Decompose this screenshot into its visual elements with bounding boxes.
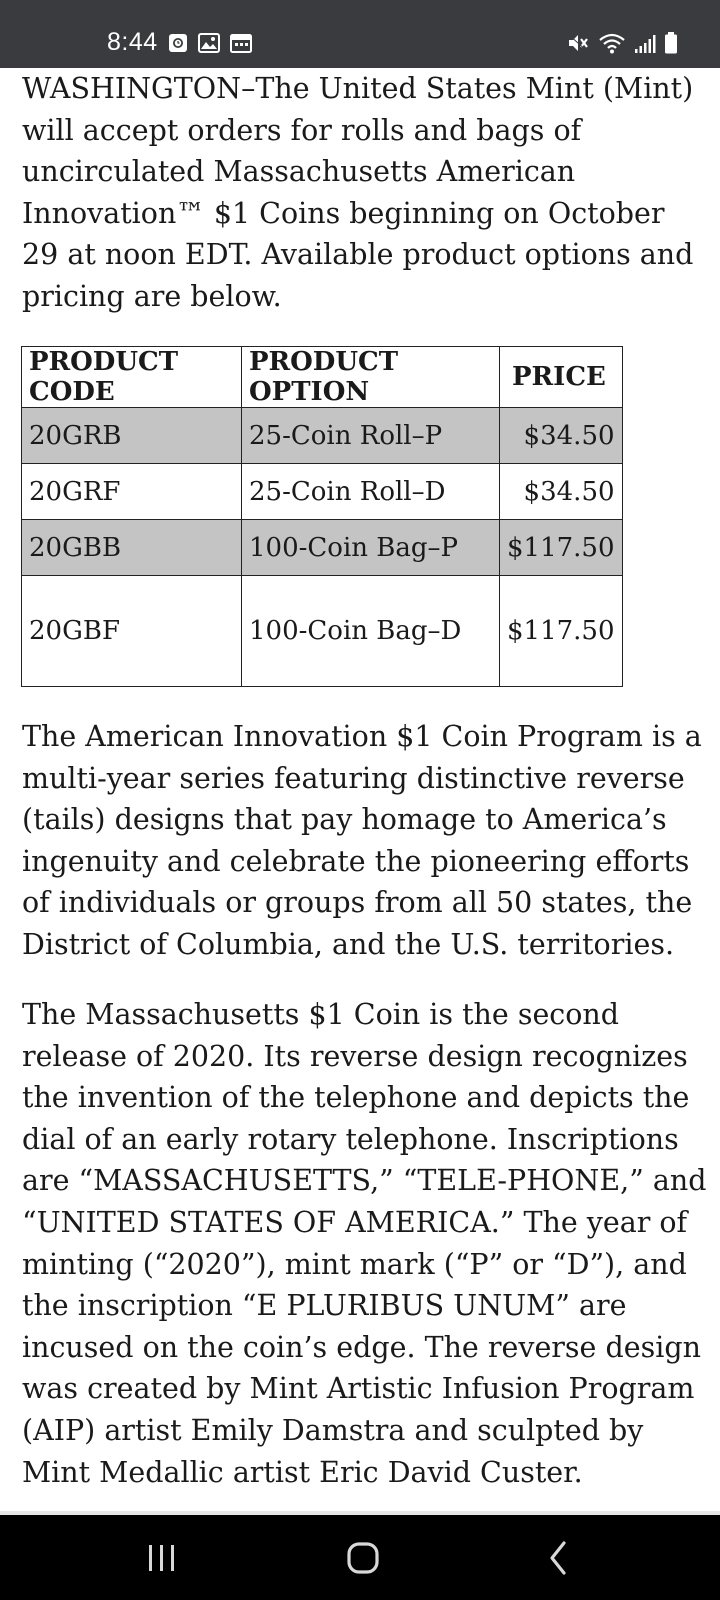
product-code-cell: 20GRF xyxy=(22,464,242,520)
mute-icon xyxy=(566,32,590,54)
navigation-bar xyxy=(0,1515,720,1600)
article-content xyxy=(0,68,720,1513)
product-code-cell: 20GBB xyxy=(22,520,242,576)
product-option-cell: 25-Coin Roll–P xyxy=(242,408,500,464)
intro-paragraph: WASHINGTON–The United States Mint (Mint) will accept orders for rolls and bags of uncirculated Massachusetts American Innovation™ $1 Coins beginning on October 29 at noon EDT. Available product options and pricing are below. xyxy=(22,72,694,313)
program-paragraph: The American Innovation $1 Coin Program is a multi-year series featuring distinctive reverse (tails) designs that pay homage to America’s ingenuity and celebrate the pioneering efforts of individuals or groups from all 50 states, the District of Columbia, and the U.S. territories. xyxy=(22,720,702,961)
calendar-icon xyxy=(230,33,252,53)
header-price: PRICE xyxy=(500,347,623,408)
home-icon xyxy=(334,1539,394,1579)
product-option-cell: 25-Coin Roll–D xyxy=(242,464,500,520)
battery-icon xyxy=(664,32,678,54)
signal-icon xyxy=(634,34,656,54)
price-cell: $34.50 xyxy=(500,464,623,520)
back-button[interactable] xyxy=(532,1539,592,1579)
back-icon xyxy=(532,1539,592,1579)
image-icon xyxy=(198,33,220,53)
price-cell: $117.50 xyxy=(500,576,623,687)
table-row xyxy=(22,520,623,576)
status-right-icons xyxy=(566,32,678,54)
header-product-option: PRODUCT OPTION xyxy=(242,347,500,408)
wifi-icon xyxy=(598,32,626,54)
home-button[interactable] xyxy=(334,1539,394,1579)
product-option-cell: 100-Coin Bag–D xyxy=(242,576,500,687)
table-row xyxy=(22,464,623,520)
massachusetts-paragraph: The Massachusetts $1 Coin is the second release of 2020. Its reverse design recognizes the invention of the telephone and depicts the dial of an early rotary telephone. Inscriptions are “MASSACHUSETTS,” “TELE-PHONE,” and “UNITED STATES OF AMERICA.” The year of minting (“2020”), mint mark (“P” or “D”), and the inscription “E PLURIBUS UNUM” are incused on the coin’s edge. The reverse design was created by Mint Artistic Infusion Program (AIP) artist Emily Damstra and sculpted by Mint Medallic artist Eric David Custer. xyxy=(22,998,707,1489)
clock-icon xyxy=(168,33,188,53)
status-time: 8:44 xyxy=(107,28,158,56)
table-header-row xyxy=(22,347,623,408)
product-code-cell: 20GBF xyxy=(22,576,242,687)
price-cell: $34.50 xyxy=(500,408,623,464)
product-table xyxy=(21,346,623,687)
status-left-icons xyxy=(168,33,252,53)
table-row xyxy=(22,576,623,687)
status-bar xyxy=(0,0,720,68)
product-code-cell: 20GRB xyxy=(22,408,242,464)
product-option-cell: 100-Coin Bag–P xyxy=(242,520,500,576)
recents-icon xyxy=(132,1539,192,1579)
header-product-code: PRODUCT CODE xyxy=(22,347,242,408)
price-cell: $117.50 xyxy=(500,520,623,576)
table-row xyxy=(22,408,623,464)
recents-button[interactable] xyxy=(132,1539,192,1579)
